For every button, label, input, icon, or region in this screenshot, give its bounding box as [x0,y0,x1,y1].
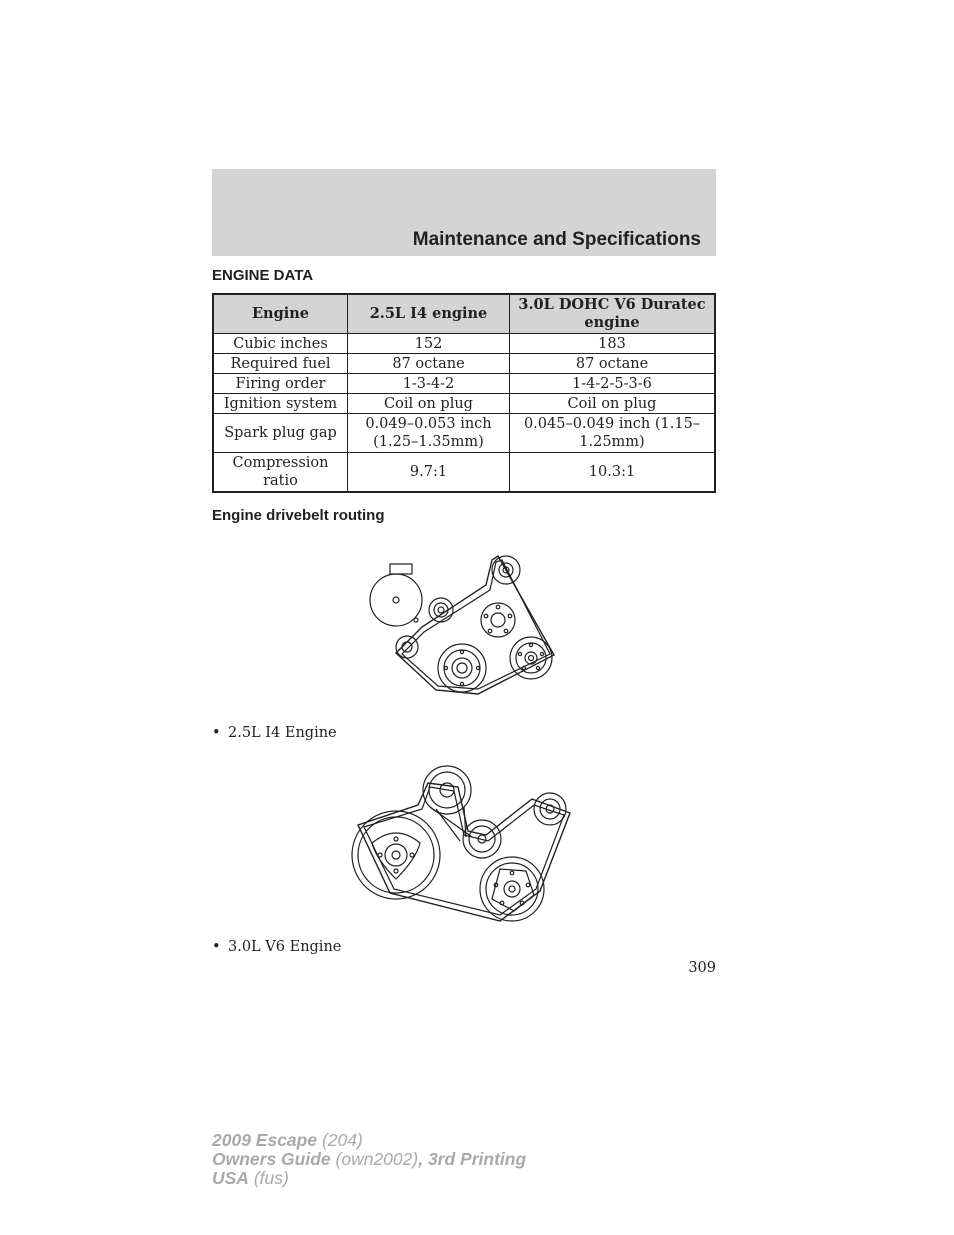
table-cell: 9.7:1 [348,453,510,493]
page-number: 309 [688,960,716,976]
section-title-engine-data: ENGINE DATA [212,267,314,284]
table-cell: 1-4-2-5-3-6 [510,374,716,394]
footer-model-code: (204) [321,1130,363,1150]
table-cell: Coil on plug [348,394,510,414]
diagram-caption-v6 [212,939,341,955]
engine-data-table [212,293,716,493]
bullet-dot: • [212,939,221,955]
footer-region: USA [212,1168,249,1188]
table-cell: Spark plug gap [213,414,348,453]
footer-line-2 [212,1150,526,1169]
table-cell: Ignition system [213,394,348,414]
footer-line-1 [212,1131,526,1150]
footer-region-code: (fus) [253,1168,289,1188]
table-cell: 183 [510,334,716,354]
table-row [213,374,715,394]
drivebelt-routing-title: Engine drivebelt routing [212,507,385,524]
table-cell: Firing order [213,374,348,394]
table-row [213,414,715,453]
bullet-dot: • [212,725,221,741]
caption-text: 2.5L I4 Engine [228,725,337,741]
footer-line-3 [212,1169,526,1188]
table-row [213,394,715,414]
diagram-caption-i4 [212,725,337,741]
page-title: Maintenance and Specifications [412,229,701,250]
header-band [212,169,716,256]
drivebelt-diagram-i4 [366,550,560,696]
footer [212,1131,526,1188]
table-cell: 87 octane [348,354,510,374]
table-cell: Cubic inches [213,334,348,354]
table-cell: 1-3-4-2 [348,374,510,394]
table-header-row [213,294,715,334]
caption-text: 3.0L V6 Engine [228,939,342,955]
footer-model: 2009 Escape [212,1130,318,1150]
table-row [213,334,715,354]
table-cell: 87 octane [510,354,716,374]
column-header: Engine [213,294,348,334]
table-cell: 10.3:1 [510,453,716,493]
table-cell: 152 [348,334,510,354]
footer-guide-code: (own2002) [335,1149,419,1169]
table-cell: Compression ratio [213,453,348,493]
column-header: 3.0L DOHC V6 Duratec engine [510,294,716,334]
table-cell: Required fuel [213,354,348,374]
table-cell: 0.049–0.053 inch (1.25–1.35mm) [348,414,510,453]
table-row [213,453,715,493]
footer-printing: , 3rd Printing [418,1149,527,1169]
table-cell: 0.045–0.049 inch (1.15–1.25mm) [510,414,716,453]
footer-guide: Owners Guide [212,1149,331,1169]
table-cell: Coil on plug [510,394,716,414]
table-row [213,354,715,374]
column-header: 2.5L I4 engine [348,294,510,334]
drivebelt-diagram-v6 [350,763,572,925]
